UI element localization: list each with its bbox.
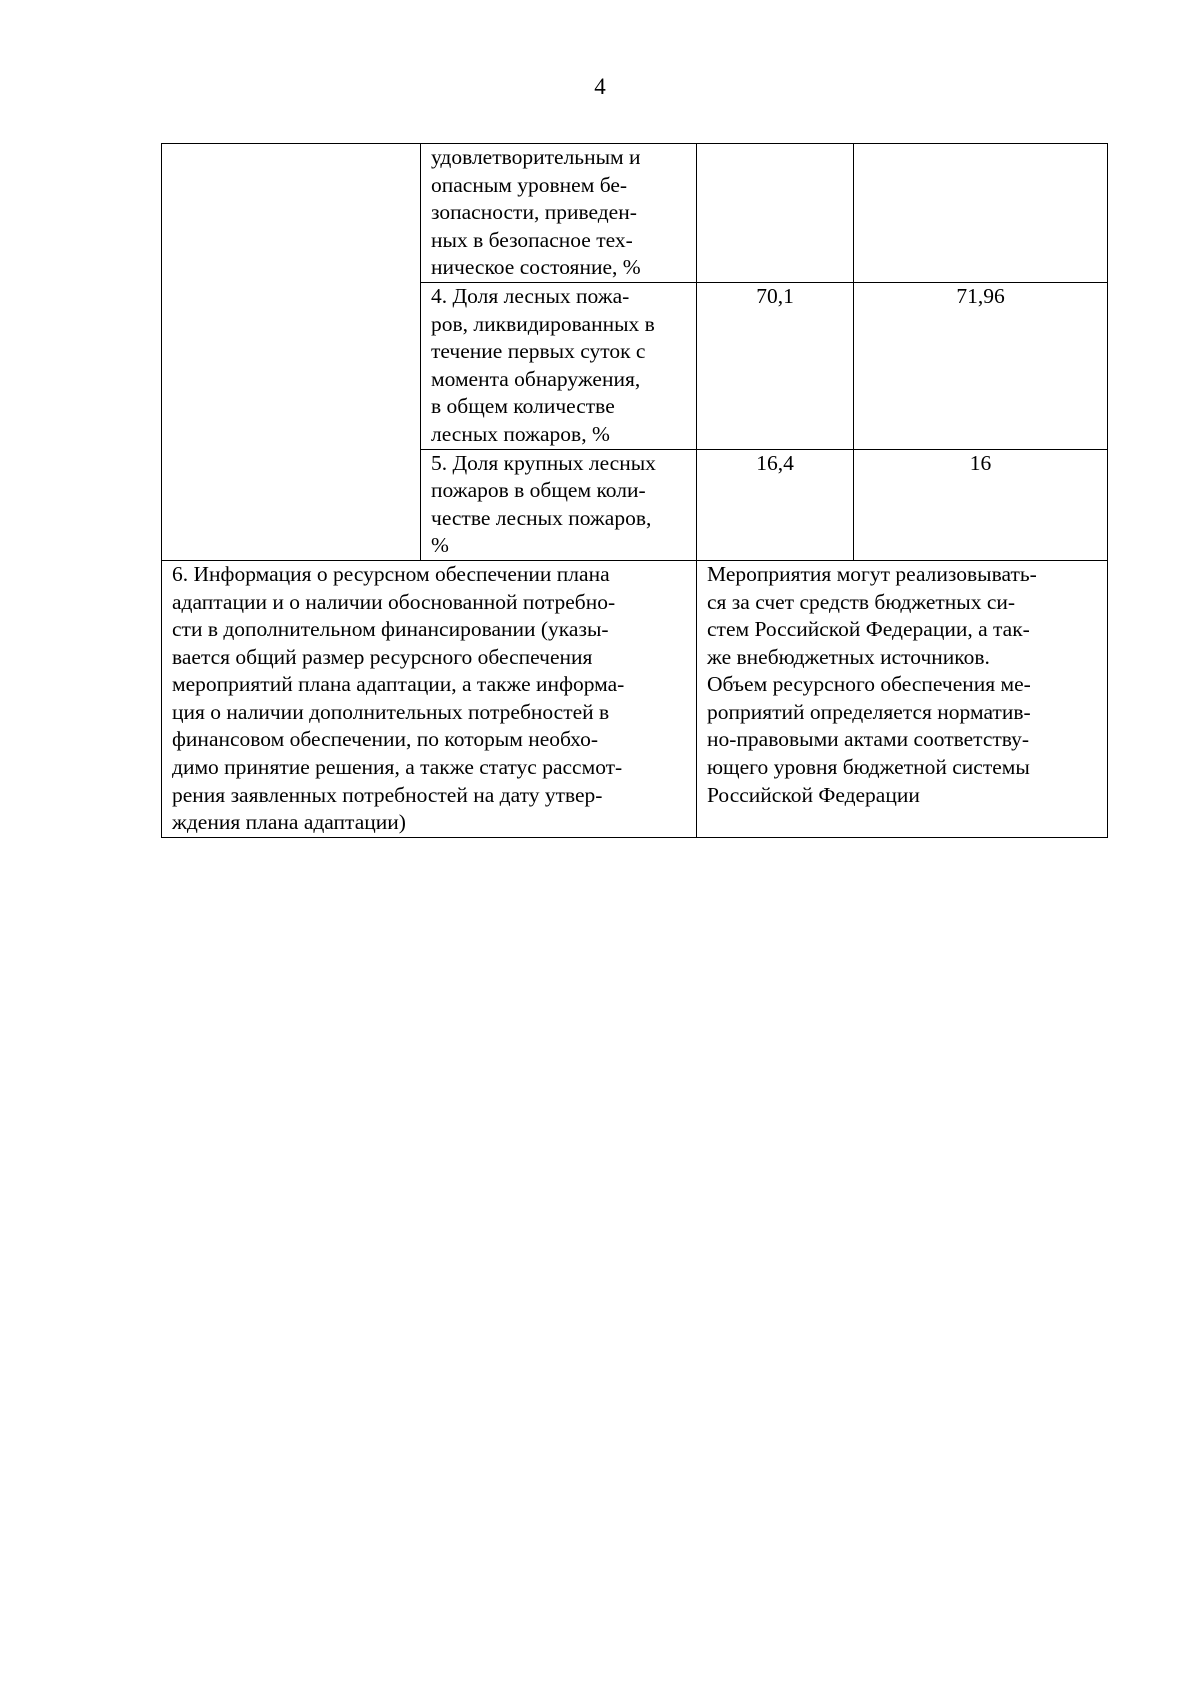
text-line: вается общий размер ресурсного обеспечения (172, 644, 593, 669)
value-cell: 16 (854, 449, 1108, 560)
text-line: же внебюджетных источников. (707, 644, 990, 669)
text-line: ция о наличии дополнительных потребностей в (172, 699, 610, 724)
value-cell: 16,4 (697, 449, 854, 560)
section6-answer-cell (697, 560, 1108, 837)
text-line: Мероприятия могут реализовывать- (707, 561, 1037, 586)
value-cell: 70,1 (697, 282, 854, 449)
value-cell (854, 144, 1108, 283)
empty-left-cell (162, 144, 421, 561)
text-line: стем Российской Федерации, а так- (707, 617, 1030, 642)
text-line: ждения плана адаптации) (172, 810, 406, 835)
indicator-cell (421, 449, 697, 560)
indicator-cell (421, 144, 697, 283)
value-cell: 71,96 (854, 282, 1108, 449)
answer-paragraph-1 (707, 561, 1097, 671)
text-line: удовлетворительным и (431, 145, 641, 169)
text-line: честве лесных пожаров, (431, 505, 652, 530)
text-line: зопасности, приведен- (431, 200, 637, 225)
text-line: % (431, 533, 449, 558)
indicator-cell (421, 282, 697, 449)
text-line: течение первых суток с (431, 339, 646, 364)
table-row (162, 144, 1108, 283)
text-line: ных в безопасное тех- (431, 227, 633, 252)
text-line: мероприятий плана адаптации, а также информа- (172, 672, 625, 697)
page-number: 4 (594, 74, 606, 99)
text-line: ся за счет средств бюджетных си- (707, 589, 1016, 614)
text-line: ров, ликвидированных в (431, 311, 655, 336)
text-line: 6. Информация о ресурсном обеспечении плана (172, 561, 610, 586)
text-line: но-правовыми актами соответству- (707, 727, 1030, 752)
section6-label-cell (162, 560, 697, 837)
text-line: сти в дополнительном финансировании (указы- (172, 617, 609, 642)
answer-paragraph-2 (707, 671, 1097, 809)
text-line: Российской Федерации (707, 782, 920, 807)
text-line: момента обнаружения, (431, 366, 641, 391)
text-line: роприятий определяется норматив- (707, 699, 1031, 724)
value-cell (697, 144, 854, 283)
text-line: ющего уровня бюджетной системы (707, 755, 1030, 780)
text-line: рения заявленных потребностей на дату утвер- (172, 782, 603, 807)
text-line: адаптации и о наличии обоснованной потребно- (172, 589, 616, 614)
text-line: ническое состояние, % (431, 255, 641, 280)
text-line: пожаров в общем коли- (431, 478, 646, 503)
indicators-table (161, 143, 1108, 838)
text-line: в общем количестве (431, 394, 615, 419)
text-line: димо принятие решения, а также статус рассмот- (172, 755, 623, 780)
text-line: 5. Доля крупных лесных (431, 450, 656, 475)
text-line: Объем ресурсного обеспечения ме- (707, 672, 1031, 697)
text-line: финансовом обеспечении, по которым необхо- (172, 727, 599, 752)
text-line: опасным уровнем бе- (431, 172, 628, 197)
text-line: лесных пожаров, % (431, 421, 610, 446)
table-row (162, 560, 1108, 837)
text-line: 4. Доля лесных пожа- (431, 283, 630, 308)
